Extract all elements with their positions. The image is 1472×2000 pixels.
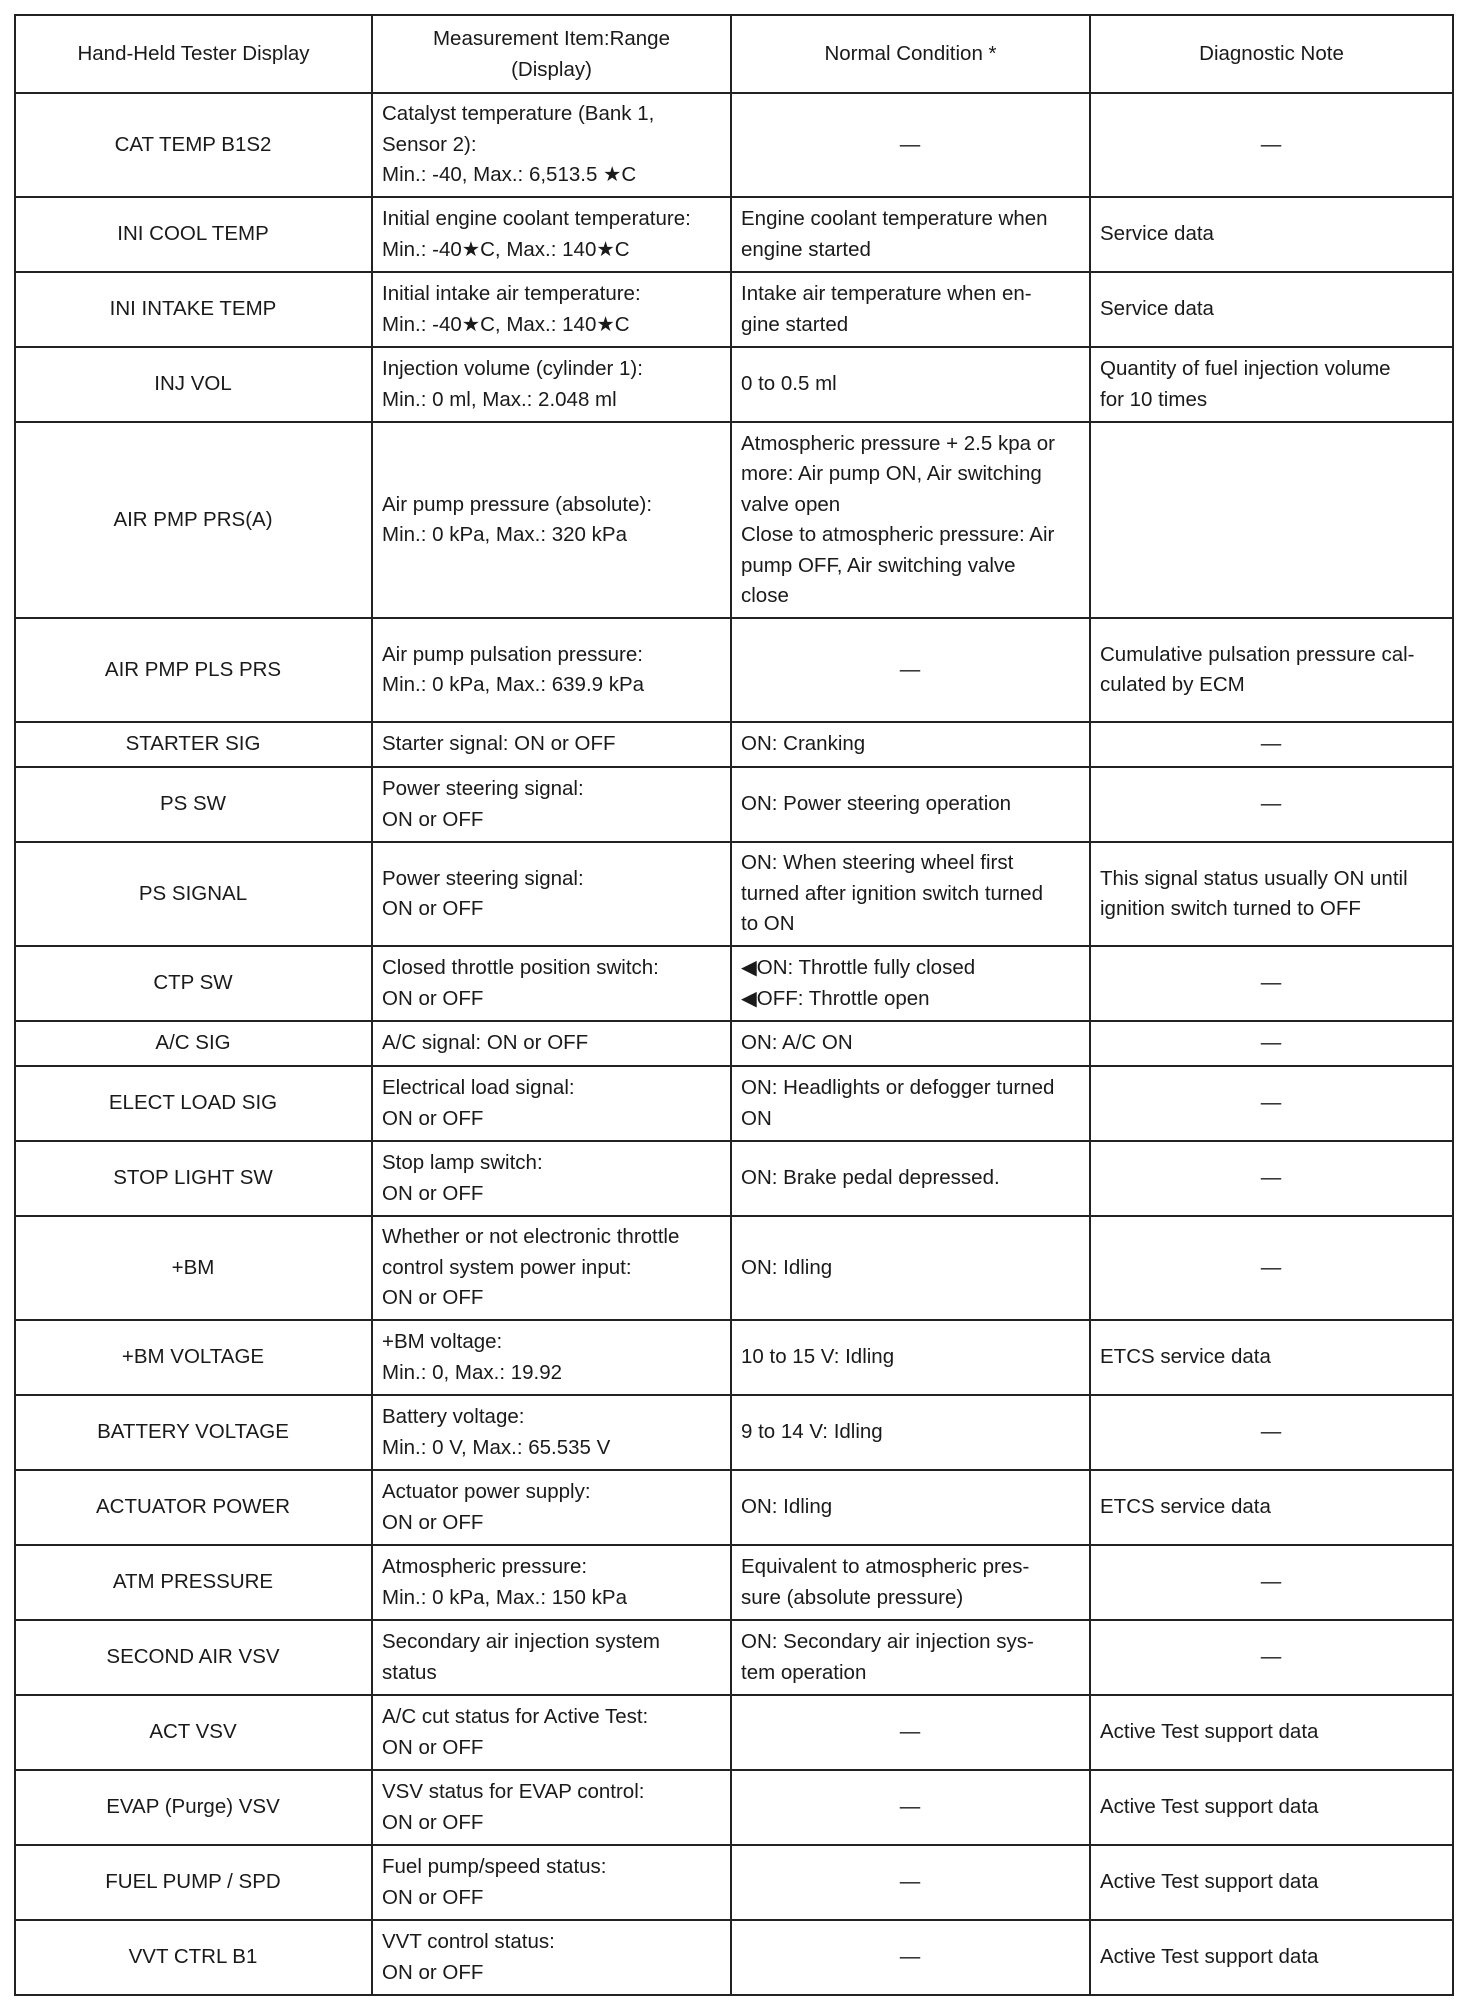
table-row — [15, 197, 1453, 272]
diagnostic-note-cell: — — [1090, 946, 1453, 1021]
table-row — [15, 1695, 1453, 1770]
normal-condition-cell: Intake air temperature when en- gine started — [731, 272, 1090, 347]
normal-condition-cell: — — [731, 1695, 1090, 1770]
diagnostic-note-cell: Active Test support data — [1090, 1845, 1453, 1920]
diagnostic-note-cell: Quantity of fuel injection volume for 10 times — [1090, 347, 1453, 422]
diagnostic-note-cell: — — [1090, 1620, 1453, 1695]
table-row — [15, 1395, 1453, 1470]
table-row — [15, 618, 1453, 722]
tester-display-cell: A/C SIG — [15, 1021, 372, 1066]
measurement-range-cell: Initial engine coolant temperature: Min.: -40★C, Max.: 140★C — [372, 197, 731, 272]
measurement-range-cell: Air pump pulsation pressure: Min.: 0 kPa, Max.: 639.9 kPa — [372, 618, 731, 722]
normal-condition-cell: 10 to 15 V: Idling — [731, 1320, 1090, 1395]
header-tester-display: Hand-Held Tester Display — [15, 15, 372, 93]
table-row — [15, 1216, 1453, 1320]
header-normal-condition: Normal Condition * — [731, 15, 1090, 93]
measurement-range-cell: Actuator power supply: ON or OFF — [372, 1470, 731, 1545]
normal-condition-cell: ON: Brake pedal depressed. — [731, 1141, 1090, 1216]
normal-condition-cell: ON: Idling — [731, 1470, 1090, 1545]
measurement-range-cell: A/C cut status for Active Test: ON or OFF — [372, 1695, 731, 1770]
measurement-range-cell: Initial intake air temperature: Min.: -40★C, Max.: 140★C — [372, 272, 731, 347]
normal-condition-cell: Engine coolant temperature when engine started — [731, 197, 1090, 272]
normal-condition-cell: 9 to 14 V: Idling — [731, 1395, 1090, 1470]
tester-display-cell: CAT TEMP B1S2 — [15, 93, 372, 197]
tester-display-cell: INI COOL TEMP — [15, 197, 372, 272]
diagnostic-note-cell: — — [1090, 93, 1453, 197]
header-measurement-range: Measurement Item:Range (Display) — [372, 15, 731, 93]
normal-condition-cell: ON: Power steering operation — [731, 767, 1090, 842]
table-row — [15, 1920, 1453, 1995]
table-row — [15, 946, 1453, 1021]
normal-condition-cell: — — [731, 618, 1090, 722]
normal-condition-cell: ◀ON: Throttle fully closed ◀OFF: Throttle open — [731, 946, 1090, 1021]
table-row — [15, 1470, 1453, 1545]
normal-condition-cell: — — [731, 1920, 1090, 1995]
normal-condition-cell: ON: Idling — [731, 1216, 1090, 1320]
tester-display-cell: VVT CTRL B1 — [15, 1920, 372, 1995]
measurement-range-cell: Stop lamp switch: ON or OFF — [372, 1141, 731, 1216]
normal-condition-cell: Equivalent to atmospheric pres- sure (absolute pressure) — [731, 1545, 1090, 1620]
diagnostic-note-cell: — — [1090, 1395, 1453, 1470]
normal-condition-cell: ON: When steering wheel first turned after ignition switch turned to ON — [731, 842, 1090, 946]
tester-display-cell: ACTUATOR POWER — [15, 1470, 372, 1545]
measurement-range-cell: Fuel pump/speed status: ON or OFF — [372, 1845, 731, 1920]
table-row — [15, 1320, 1453, 1395]
diagnostic-note-cell: Service data — [1090, 197, 1453, 272]
tester-display-cell: ATM PRESSURE — [15, 1545, 372, 1620]
diagnostic-note-cell: — — [1090, 1545, 1453, 1620]
diagnostic-note-cell: Active Test support data — [1090, 1695, 1453, 1770]
table-row — [15, 1021, 1453, 1066]
measurement-range-cell: Atmospheric pressure: Min.: 0 kPa, Max.: 150 kPa — [372, 1545, 731, 1620]
measurement-range-cell: Air pump pressure (absolute): Min.: 0 kPa, Max.: 320 kPa — [372, 422, 731, 618]
normal-condition-cell: ON: Secondary air injection sys- tem operation — [731, 1620, 1090, 1695]
tester-display-cell: STOP LIGHT SW — [15, 1141, 372, 1216]
diagnostic-note-cell: Active Test support data — [1090, 1770, 1453, 1845]
data-list-table-container — [14, 14, 1454, 1996]
tester-display-cell: STARTER SIG — [15, 722, 372, 767]
measurement-range-cell: Whether or not electronic throttle control system power input: ON or OFF — [372, 1216, 731, 1320]
table-row — [15, 842, 1453, 946]
tester-display-cell: PS SW — [15, 767, 372, 842]
diagnostic-note-cell: — — [1090, 1141, 1453, 1216]
normal-condition-cell: — — [731, 1770, 1090, 1845]
table-row — [15, 1620, 1453, 1695]
measurement-range-cell: A/C signal: ON or OFF — [372, 1021, 731, 1066]
table-row — [15, 93, 1453, 197]
tester-display-cell: +BM VOLTAGE — [15, 1320, 372, 1395]
tester-display-cell: INI INTAKE TEMP — [15, 272, 372, 347]
table-row — [15, 722, 1453, 767]
table-row — [15, 272, 1453, 347]
tester-display-cell: BATTERY VOLTAGE — [15, 1395, 372, 1470]
header-diagnostic-note: Diagnostic Note — [1090, 15, 1453, 93]
header-row — [15, 15, 1453, 93]
tester-display-cell: ACT VSV — [15, 1695, 372, 1770]
tester-display-cell: SECOND AIR VSV — [15, 1620, 372, 1695]
diagnostic-note-cell: Service data — [1090, 272, 1453, 347]
tester-display-cell: PS SIGNAL — [15, 842, 372, 946]
tester-display-cell: FUEL PUMP / SPD — [15, 1845, 372, 1920]
tester-display-cell: AIR PMP PRS(A) — [15, 422, 372, 618]
measurement-range-cell: Injection volume (cylinder 1): Min.: 0 ml, Max.: 2.048 ml — [372, 347, 731, 422]
diagnostic-note-cell: — — [1090, 722, 1453, 767]
measurement-range-cell: Closed throttle position switch: ON or OFF — [372, 946, 731, 1021]
tester-display-cell: AIR PMP PLS PRS — [15, 618, 372, 722]
tester-display-cell: ELECT LOAD SIG — [15, 1066, 372, 1141]
table-row — [15, 422, 1453, 618]
table-row — [15, 1066, 1453, 1141]
normal-condition-cell: — — [731, 93, 1090, 197]
normal-condition-cell: ON: A/C ON — [731, 1021, 1090, 1066]
measurement-range-cell: VVT control status: ON or OFF — [372, 1920, 731, 1995]
data-list-table — [14, 14, 1454, 1996]
normal-condition-cell: ON: Cranking — [731, 722, 1090, 767]
table-row — [15, 1845, 1453, 1920]
diagnostic-note-cell — [1090, 422, 1453, 618]
table-row — [15, 1545, 1453, 1620]
normal-condition-cell: ON: Headlights or defogger turned ON — [731, 1066, 1090, 1141]
diagnostic-note-cell: — — [1090, 1216, 1453, 1320]
table-row — [15, 767, 1453, 842]
tester-display-cell: CTP SW — [15, 946, 372, 1021]
tester-display-cell: INJ VOL — [15, 347, 372, 422]
measurement-range-cell: Power steering signal: ON or OFF — [372, 767, 731, 842]
table-row — [15, 347, 1453, 422]
diagnostic-note-cell: This signal status usually ON until ignition switch turned to OFF — [1090, 842, 1453, 946]
diagnostic-note-cell: — — [1090, 767, 1453, 842]
table-row — [15, 1770, 1453, 1845]
measurement-range-cell: Secondary air injection system status — [372, 1620, 731, 1695]
diagnostic-note-cell: ETCS service data — [1090, 1320, 1453, 1395]
measurement-range-cell: Power steering signal: ON or OFF — [372, 842, 731, 946]
diagnostic-note-cell: — — [1090, 1021, 1453, 1066]
measurement-range-cell: +BM voltage: Min.: 0, Max.: 19.92 — [372, 1320, 731, 1395]
table-row — [15, 1141, 1453, 1216]
diagnostic-note-cell: ETCS service data — [1090, 1470, 1453, 1545]
measurement-range-cell: VSV status for EVAP control: ON or OFF — [372, 1770, 731, 1845]
measurement-range-cell: Starter signal: ON or OFF — [372, 722, 731, 767]
diagnostic-note-cell: Cumulative pulsation pressure cal- culated by ECM — [1090, 618, 1453, 722]
diagnostic-note-cell: — — [1090, 1066, 1453, 1141]
diagnostic-note-cell: Active Test support data — [1090, 1920, 1453, 1995]
normal-condition-cell: — — [731, 1845, 1090, 1920]
tester-display-cell: EVAP (Purge) VSV — [15, 1770, 372, 1845]
measurement-range-cell: Catalyst temperature (Bank 1, Sensor 2): Min.: -40, Max.: 6,513.5 ★C — [372, 93, 731, 197]
normal-condition-cell: Atmospheric pressure + 2.5 kpa or more: Air pump ON, Air switching valve open Close to atmospheric pressure: Air pump OFF, Air switching valve close — [731, 422, 1090, 618]
tester-display-cell: +BM — [15, 1216, 372, 1320]
measurement-range-cell: Battery voltage: Min.: 0 V, Max.: 65.535 V — [372, 1395, 731, 1470]
measurement-range-cell: Electrical load signal: ON or OFF — [372, 1066, 731, 1141]
normal-condition-cell: 0 to 0.5 ml — [731, 347, 1090, 422]
